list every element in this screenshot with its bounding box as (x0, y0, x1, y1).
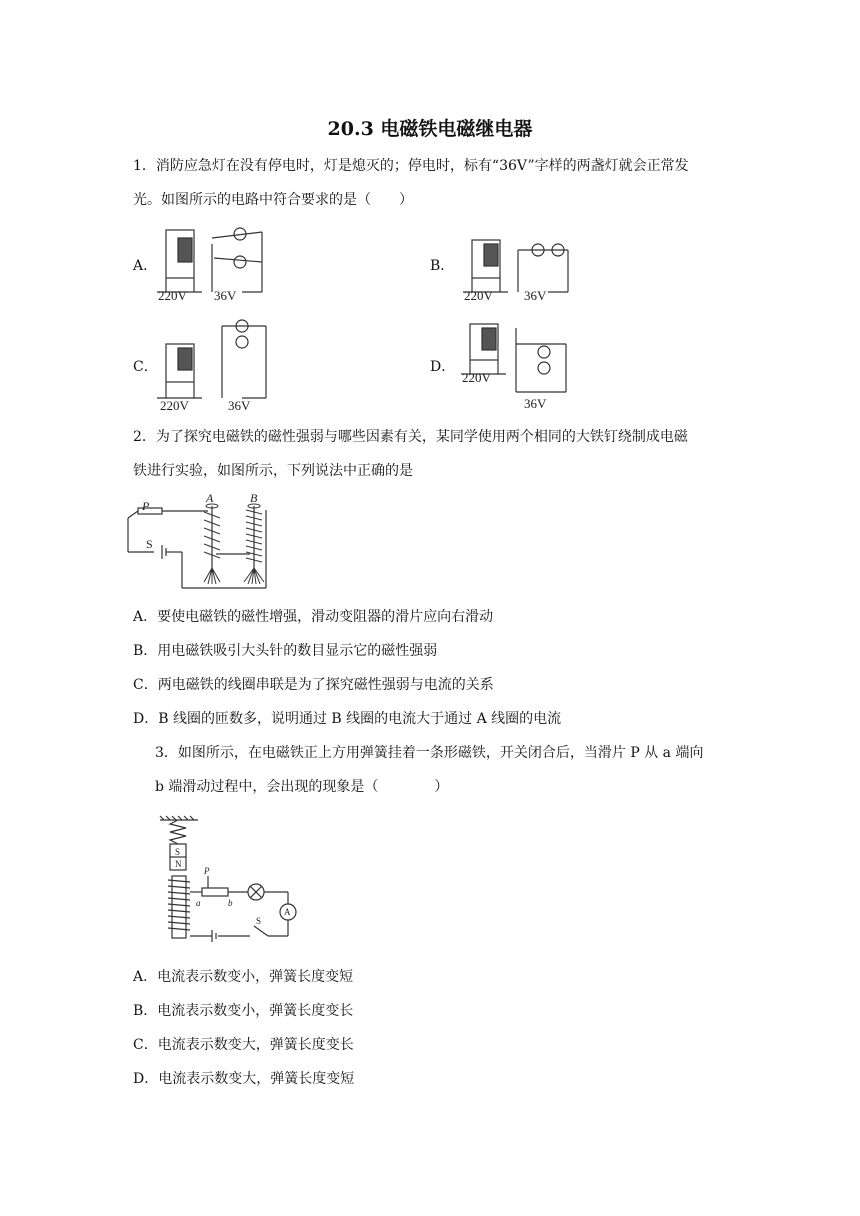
q3-label-a: a (196, 898, 201, 908)
q1-option-c-label[interactable]: C． (133, 359, 158, 375)
q1-stem-line1: 1．消防应急灯在没有停电时，灯是熄灭的；停电时，标有“36V”字样的两盏灯就会正常发 (133, 158, 689, 174)
q1-option-b-label[interactable]: B． (430, 258, 455, 274)
q3-spring-magnet-figure (156, 816, 306, 946)
q1-c-voltage-220: 220V (160, 398, 189, 413)
q1-circuit-d (456, 314, 571, 414)
q1-option-d-label[interactable]: D． (430, 359, 456, 375)
q3-label-n-pole: N (175, 859, 182, 869)
q2-label-a: A (206, 491, 214, 505)
q3-label-b: b (228, 898, 233, 908)
q3-option-a[interactable]: A．电流表示数变小，弹簧长度变短 (133, 969, 354, 985)
q1-d-voltage-220: 220V (462, 370, 491, 385)
q2-electromagnet-figure (124, 492, 274, 594)
q3-label-s-pole: S (175, 847, 181, 857)
q3-stem-line1: 3．如图所示，在电磁铁正上方用弹簧挂着一条形磁铁，开关闭合后，当滑片 P 从 a 端向 (155, 745, 704, 761)
q3-option-c[interactable]: C．电流表示数变大，弹簧长度变长 (133, 1037, 354, 1053)
q3-option-b[interactable]: B．电流表示数变小，弹簧长度变长 (133, 1003, 354, 1019)
q1-b-voltage-220: 220V (464, 288, 493, 303)
q2-option-d[interactable]: D．B 线圈的匝数多，说明通过 B 线圈的电流大于通过 A 线圈的电流 (133, 711, 562, 727)
q1-a-voltage-36: 36V (214, 288, 237, 303)
q1-circuit-a (152, 222, 267, 304)
q3-label-ammeter: A (284, 907, 291, 917)
q3-stem-line2: b 端滑动过程中，会出现的现象是（ ） (155, 779, 449, 795)
q1-b-voltage-36: 36V (524, 288, 547, 303)
q3-label-p: P (204, 866, 210, 876)
q3-option-d[interactable]: D．电流表示数变大，弹簧长度变短 (133, 1071, 355, 1087)
q3-label-switch: S (256, 916, 262, 926)
q2-label-p: P (142, 499, 150, 513)
q1-stem-line2: 光。如图所示的电路中符合要求的是（ ） (133, 192, 413, 208)
q2-option-b[interactable]: B．用电磁铁吸引大头针的数目显示它的磁性强弱 (133, 643, 438, 659)
q1-circuit-c (152, 314, 270, 414)
q2-stem-line1: 2．为了探究电磁铁的磁性强弱与哪些因素有关，某同学使用两个相同的大铁钉绕制成电磁 (133, 429, 688, 445)
q2-option-c[interactable]: C．两电磁铁的线圈串联是为了探究磁性强弱与电流的关系 (133, 677, 494, 693)
q2-label-s: S (146, 537, 153, 551)
q2-option-a[interactable]: A．要使电磁铁的磁性增强，滑动变阻器的滑片应向右滑动 (133, 609, 494, 625)
q1-option-a-label[interactable]: A． (133, 258, 158, 274)
q2-stem-line2: 铁进行实验，如图所示，下列说法中正确的是 (133, 463, 413, 479)
q1-circuit-b (458, 222, 573, 304)
page-title: 20.3 电磁铁电磁继电器 (327, 118, 533, 140)
q2-label-b: B (250, 491, 258, 505)
q1-d-voltage-36: 36V (524, 396, 547, 411)
q1-c-voltage-36: 36V (228, 398, 251, 413)
q1-a-voltage-220: 220V (158, 288, 187, 303)
